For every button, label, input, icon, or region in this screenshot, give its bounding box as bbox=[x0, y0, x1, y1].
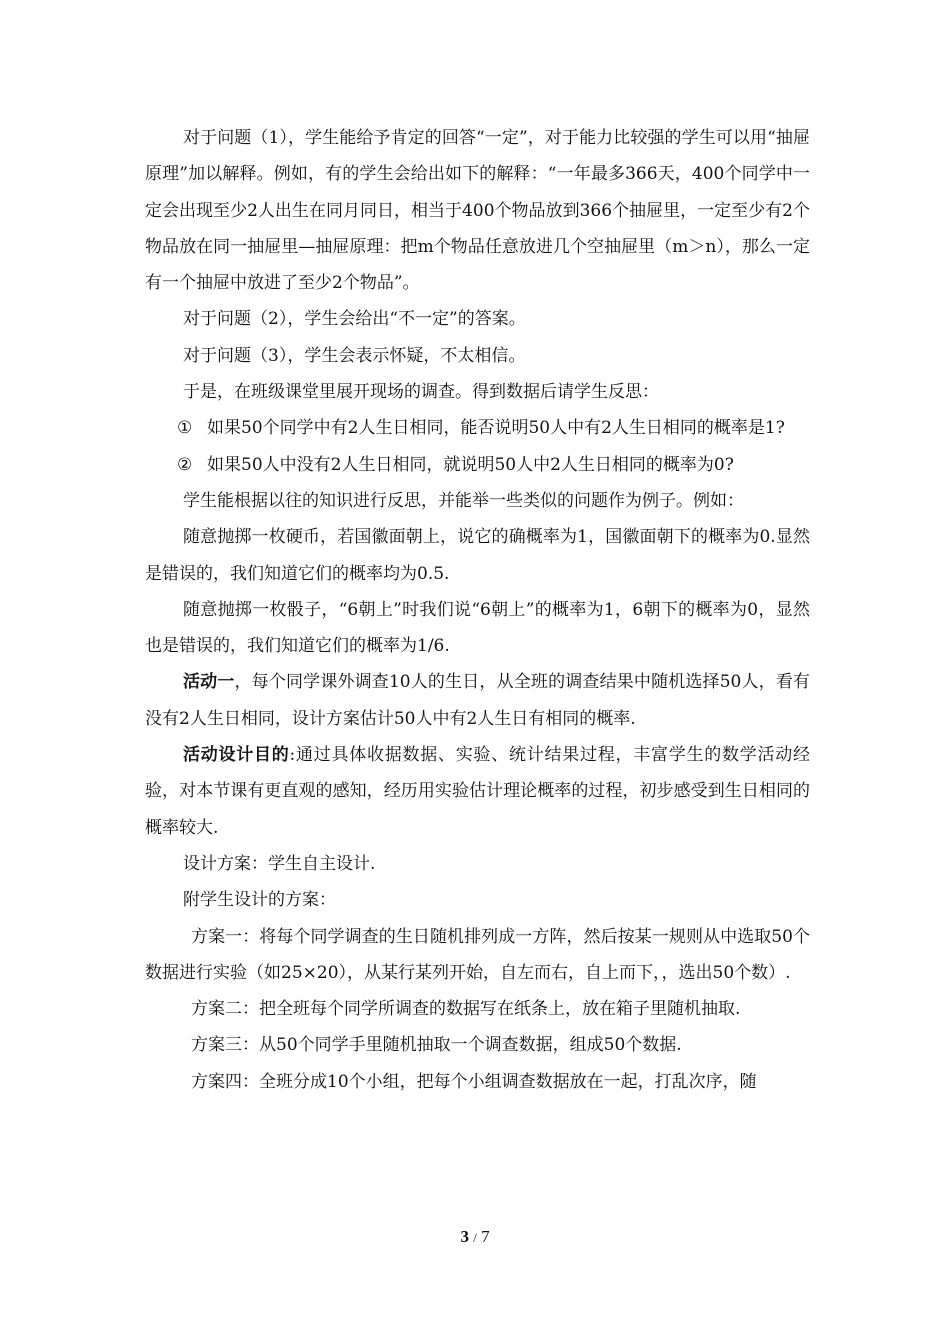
paragraph: 方案二：把全班每个同学所调查的数据写在纸条上，放在箱子里随机抽取. bbox=[191, 999, 741, 1020]
current-page: 3 bbox=[460, 1227, 469, 1246]
document-body bbox=[145, 120, 810, 1100]
paragraph: 对于问题（2），学生会给出“不一定”的答案。 bbox=[183, 309, 526, 330]
total-pages: 7 bbox=[481, 1227, 490, 1246]
bold-heading: 活动一 bbox=[183, 672, 235, 693]
page-separator: / bbox=[473, 1230, 477, 1245]
paragraph: 设计方案：学生自主设计. bbox=[183, 853, 376, 874]
list-item-text: 如果50个同学中有2人生日相同，能否说明50人中有2人生日相同的概率是1? bbox=[207, 418, 785, 439]
paragraph bbox=[145, 664, 810, 737]
paragraph: 对于问题（3），学生会表示怀疑，不太相信。 bbox=[183, 345, 526, 366]
paragraph bbox=[145, 737, 810, 846]
paragraph: 随意抛掷一枚骰子，“6朝上”时我们说“6朝上”的概率为1，6朝下的概率为0，显然也是错误的，我们知道它们的概率为1/6. bbox=[145, 599, 810, 657]
paragraph-text: ，每个同学课外调查10人的生日，从全班的调查结果中随机选择50人，看有没有2人生日相同，设计方案估计50人中有2人生日有相同的概率. bbox=[145, 672, 811, 729]
paragraph: 方案一：将每个同学调查的生日随机排列成一方阵，然后按某一规则从中选取50个数据进行实验（如25×20），从某行某列开始，自左而右，自上而下，，选出50个数）. bbox=[145, 926, 810, 983]
paragraph: 学生能根据以往的知识进行反思，并能举一些类似的问题作为例子。例如： bbox=[183, 490, 744, 511]
paragraph: 随意抛掷一枚硬币，若国徽面朝上，说它的确概率为1，国徽面朝下的概率为0.显然是错误的，我们知道它们的概率均为0.5. bbox=[145, 527, 810, 584]
paragraph-text: :通过具体收据数据、实验、统计结果过程，丰富学生的数学活动经验，对本节课有更直观的感知，经历用实验估计理论概率的过程，初步感受到生日相同的概率较大. bbox=[145, 745, 811, 838]
paragraph: 对于问题（1），学生能给予肯定的回答“一定”，对于能力比较强的学生可以用“抽屉原理”加以解释。例如，有的学生会给出如下的解释：“一年最多366天，400个同学中一定会出现至少2人出生在同月同日，相当于400个物品放到366个抽屉里，一定至少有2个物品放在同一抽屉里—抽屉原理：把m个物品任意放进几个空抽屉里（m＞n），那么一定有一个抽屉中放进了至少2个物品”。 bbox=[145, 128, 810, 294]
list-item bbox=[145, 410, 810, 446]
list-item-number: ② bbox=[177, 454, 193, 475]
list-item bbox=[145, 447, 810, 483]
bold-heading: 活动设计目的 bbox=[183, 745, 290, 766]
paragraph: 方案四：全班分成10个小组，把每个小组调查数据放在一起，打乱次序，随 bbox=[191, 1071, 757, 1092]
paragraph: 附学生设计的方案： bbox=[183, 890, 336, 911]
paragraph: 方案三：从50个同学手里随机抽取一个调查数据，组成50个数据. bbox=[191, 1035, 682, 1056]
list-item-number: ① bbox=[177, 418, 193, 439]
paragraph: 于是，在班级课堂里展开现场的调查。得到数据后请学生反思： bbox=[183, 382, 659, 403]
page-number bbox=[0, 1227, 950, 1247]
list-item-text: 如果50人中没有2人生日相同，就说明50人中2人生日相同的概率为0? bbox=[207, 454, 734, 475]
